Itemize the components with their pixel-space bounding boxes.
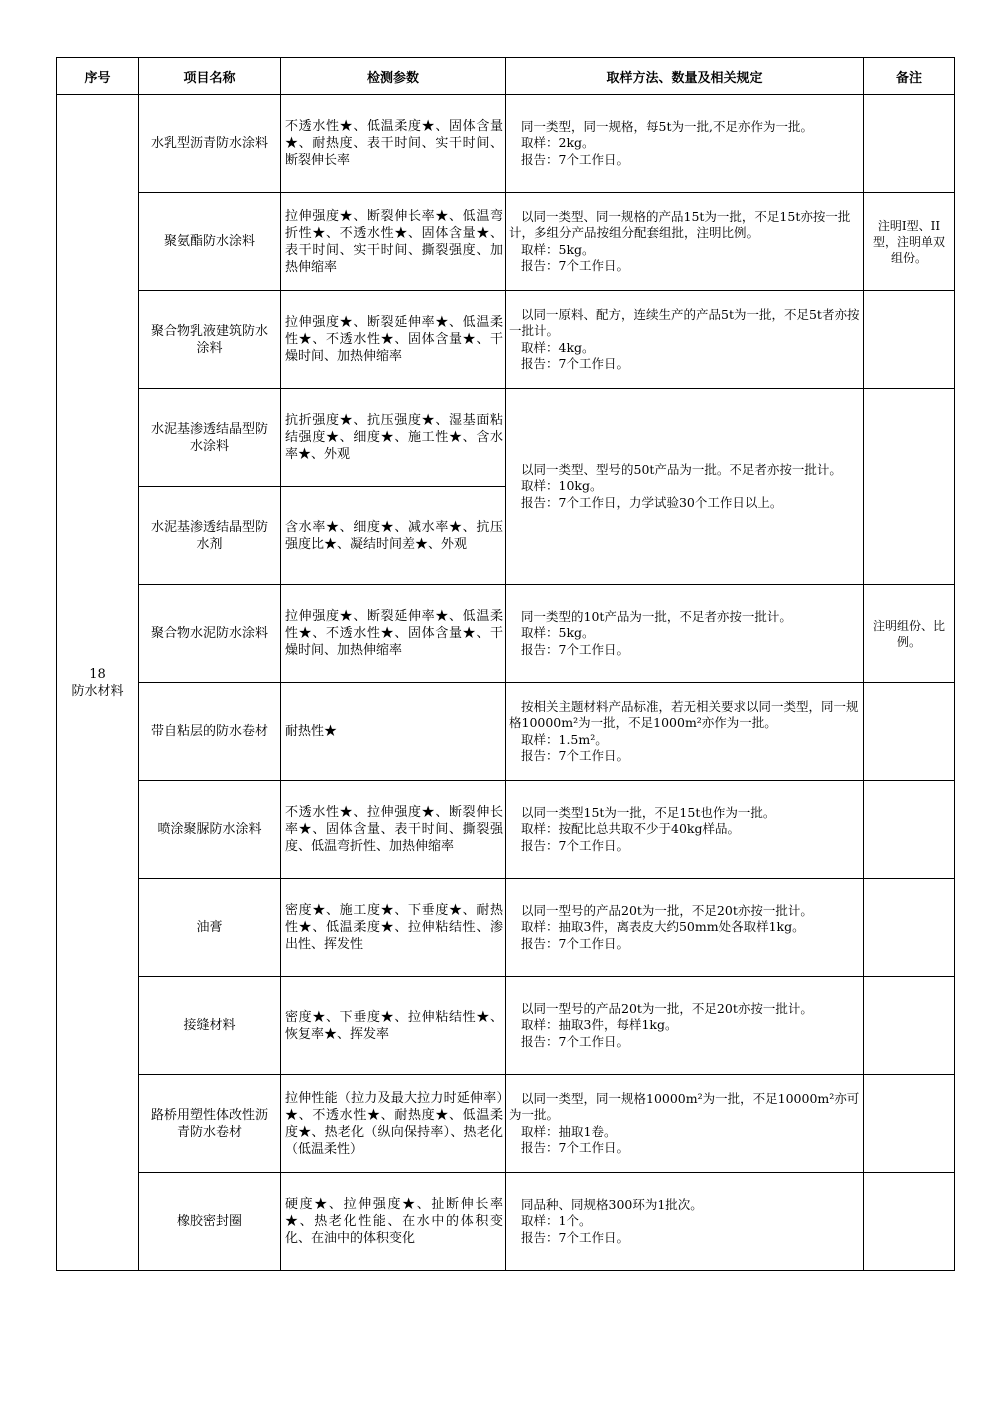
table-header-row xyxy=(57,58,955,95)
method-batch: 以同一型号的产品20t为一批，不足20t亦按一批计。 xyxy=(521,902,813,918)
table-row xyxy=(57,291,955,389)
method-sample: 取样：1.5m²。 xyxy=(521,731,608,747)
table-row xyxy=(57,781,955,879)
method-batch: 以同一类型、型号的50t产品为一批。不足者亦按一批计。 xyxy=(521,461,842,477)
item-name: 橡胶密封圈 xyxy=(139,1173,281,1271)
method-report: 报告：7个工作日。 xyxy=(521,151,629,167)
item-params: 耐热性★ xyxy=(281,683,506,781)
method-report: 报告：7个工作日。 xyxy=(521,837,629,853)
item-name: 水乳型沥青防水涂料 xyxy=(139,95,281,193)
method-report: 报告：7个工作日。 xyxy=(521,935,629,951)
category-number: 18 xyxy=(89,666,106,682)
item-note xyxy=(864,389,955,585)
item-note xyxy=(864,291,955,389)
item-note xyxy=(864,879,955,977)
method-report: 报告：7个工作日。 xyxy=(521,1229,629,1245)
item-name: 接缝材料 xyxy=(139,977,281,1075)
item-note xyxy=(864,95,955,193)
item-method xyxy=(506,1173,864,1271)
table-row xyxy=(57,1075,955,1173)
method-sample: 取样：抽取3件，每样1kg。 xyxy=(521,1017,678,1033)
item-note: 注明I型、II型，注明单双组份。 xyxy=(864,193,955,291)
item-params: 硬度★、拉伸强度★、扯断伸长率★、热老化性能、在水中的体积变化、在油中的体积变化 xyxy=(281,1173,506,1271)
method-batch: 按相关主题材料产品标准，若无相关要求以同一类型，同一规格10000m²为一批，不足1000m²亦作为一批。 xyxy=(509,698,859,730)
method-sample: 取样：按配比总共取不少于40kg样品。 xyxy=(521,821,740,837)
method-batch: 以同一型号的产品20t为一批，不足20t亦按一批计。 xyxy=(521,1000,813,1016)
table-row xyxy=(57,193,955,291)
header-method: 取样方法、数量及相关规定 xyxy=(506,58,864,95)
item-params: 密度★、施工度★、下垂度★、耐热性★、低温柔度★、拉伸粘结性、渗出性、挥发性 xyxy=(281,879,506,977)
item-name: 聚合物水泥防水涂料 xyxy=(139,585,281,683)
category-label: 防水材料 xyxy=(71,683,124,699)
method-batch: 以同一原料、配方，连续生产的产品5t为一批，不足5t者亦按一批计。 xyxy=(509,306,860,338)
item-params: 拉伸性能（拉力及最大拉力时延伸率）★、不透水性★、耐热度★、低温柔度★、热老化（纵向保持率）、热老化（低温柔性） xyxy=(281,1075,506,1173)
item-method xyxy=(506,95,864,193)
item-params: 不透水性★、拉伸强度★、断裂伸长率★、固体含量、表干时间、撕裂强度、低温弯折性、加热伸缩率 xyxy=(281,781,506,879)
item-method xyxy=(506,389,864,585)
table-row xyxy=(57,683,955,781)
item-params: 抗折强度★、抗压强度★、湿基面粘结强度★、细度★、施工性★、含水率★、外观 xyxy=(281,389,506,487)
header-seq: 序号 xyxy=(57,58,139,95)
item-name: 带自粘层的防水卷材 xyxy=(139,683,281,781)
item-method xyxy=(506,683,864,781)
item-note: 注明组份、比例。 xyxy=(864,585,955,683)
method-report: 报告：7个工作日。 xyxy=(521,641,629,657)
item-note xyxy=(864,1075,955,1173)
method-report: 报告：7个工作日。 xyxy=(521,1033,629,1049)
table-row xyxy=(57,389,955,487)
table-row xyxy=(57,977,955,1075)
item-method xyxy=(506,291,864,389)
item-method xyxy=(506,977,864,1075)
method-batch: 以同一类型15t为一批，不足15t也作为一批。 xyxy=(521,804,776,820)
header-note: 备注 xyxy=(864,58,955,95)
table-row xyxy=(57,585,955,683)
item-name: 水泥基渗透结晶型防水涂料 xyxy=(139,389,281,487)
item-method xyxy=(506,585,864,683)
inspection-table xyxy=(56,57,955,1271)
table-row xyxy=(57,95,955,193)
item-params: 不透水性★、低温柔度★、固体含量★、耐热度、表干时间、实干时间、断裂伸长率 xyxy=(281,95,506,193)
item-note xyxy=(864,1173,955,1271)
method-sample: 取样：5kg。 xyxy=(521,241,595,257)
method-sample: 取样：2kg。 xyxy=(521,135,595,151)
method-report: 报告：7个工作日。 xyxy=(521,258,629,273)
method-report: 报告：7个工作日，力学试验30个工作日以上。 xyxy=(521,494,783,510)
header-params: 检测参数 xyxy=(281,58,506,95)
method-batch: 同一类型，同一规格，每5t为一批,不足亦作为一批。 xyxy=(521,118,813,134)
method-batch: 以同一类型、同一规格的产品15t为一批，不足15t亦按一批计，多组分产品按组分配套组批，注明比例。 xyxy=(509,208,851,240)
method-report: 报告：7个工作日。 xyxy=(521,356,629,371)
item-params: 拉伸强度★、断裂伸长率★、低温弯折性★、不透水性★、固体含量★、表干时间、实干时间、撕裂强度、加热伸缩率 xyxy=(281,193,506,291)
category-cell xyxy=(57,95,139,1271)
method-report: 报告：7个工作日。 xyxy=(521,748,629,763)
table-row xyxy=(57,879,955,977)
item-name: 水泥基渗透结晶型防水剂 xyxy=(139,487,281,585)
item-params: 拉伸强度★、断裂延伸率★、低温柔性★、不透水性★、固体含量★、干燥时间、加热伸缩率 xyxy=(281,291,506,389)
method-sample: 取样：4kg。 xyxy=(521,339,595,355)
item-name: 聚氨酯防水涂料 xyxy=(139,193,281,291)
item-params: 密度★、下垂度★、拉伸粘结性★、恢复率★、挥发率 xyxy=(281,977,506,1075)
item-note xyxy=(864,781,955,879)
item-params: 含水率★、细度★、减水率★、抗压强度比★、凝结时间差★、外观 xyxy=(281,487,506,585)
method-sample: 取样：10kg。 xyxy=(521,478,603,494)
method-batch: 同一类型的10t产品为一批，不足者亦按一批计。 xyxy=(521,608,792,624)
method-sample: 取样：1个。 xyxy=(521,1213,592,1229)
item-name: 油膏 xyxy=(139,879,281,977)
method-batch: 同品种、同规格300环为1批次。 xyxy=(521,1196,703,1212)
method-batch: 以同一类型，同一规格10000m²为一批，不足10000m²亦可为一批。 xyxy=(509,1090,860,1122)
item-note xyxy=(864,977,955,1075)
item-name: 喷涂聚脲防水涂料 xyxy=(139,781,281,879)
item-method xyxy=(506,1075,864,1173)
method-sample: 取样：抽取1卷。 xyxy=(521,1123,617,1139)
method-report: 报告：7个工作日。 xyxy=(521,1140,629,1155)
item-note xyxy=(864,683,955,781)
header-name: 项目名称 xyxy=(139,58,281,95)
method-sample: 取样：5kg。 xyxy=(521,625,595,641)
item-params: 拉伸强度★、断裂延伸率★、低温柔性★、不透水性★、固体含量★、干燥时间、加热伸缩率 xyxy=(281,585,506,683)
method-sample: 取样：抽取3件，离表皮大约50mm处各取样1kg。 xyxy=(521,919,805,935)
item-name: 路桥用塑性体改性沥青防水卷材 xyxy=(139,1075,281,1173)
item-method xyxy=(506,879,864,977)
item-method xyxy=(506,781,864,879)
item-name: 聚合物乳液建筑防水涂料 xyxy=(139,291,281,389)
table-row xyxy=(57,1173,955,1271)
item-method xyxy=(506,193,864,291)
